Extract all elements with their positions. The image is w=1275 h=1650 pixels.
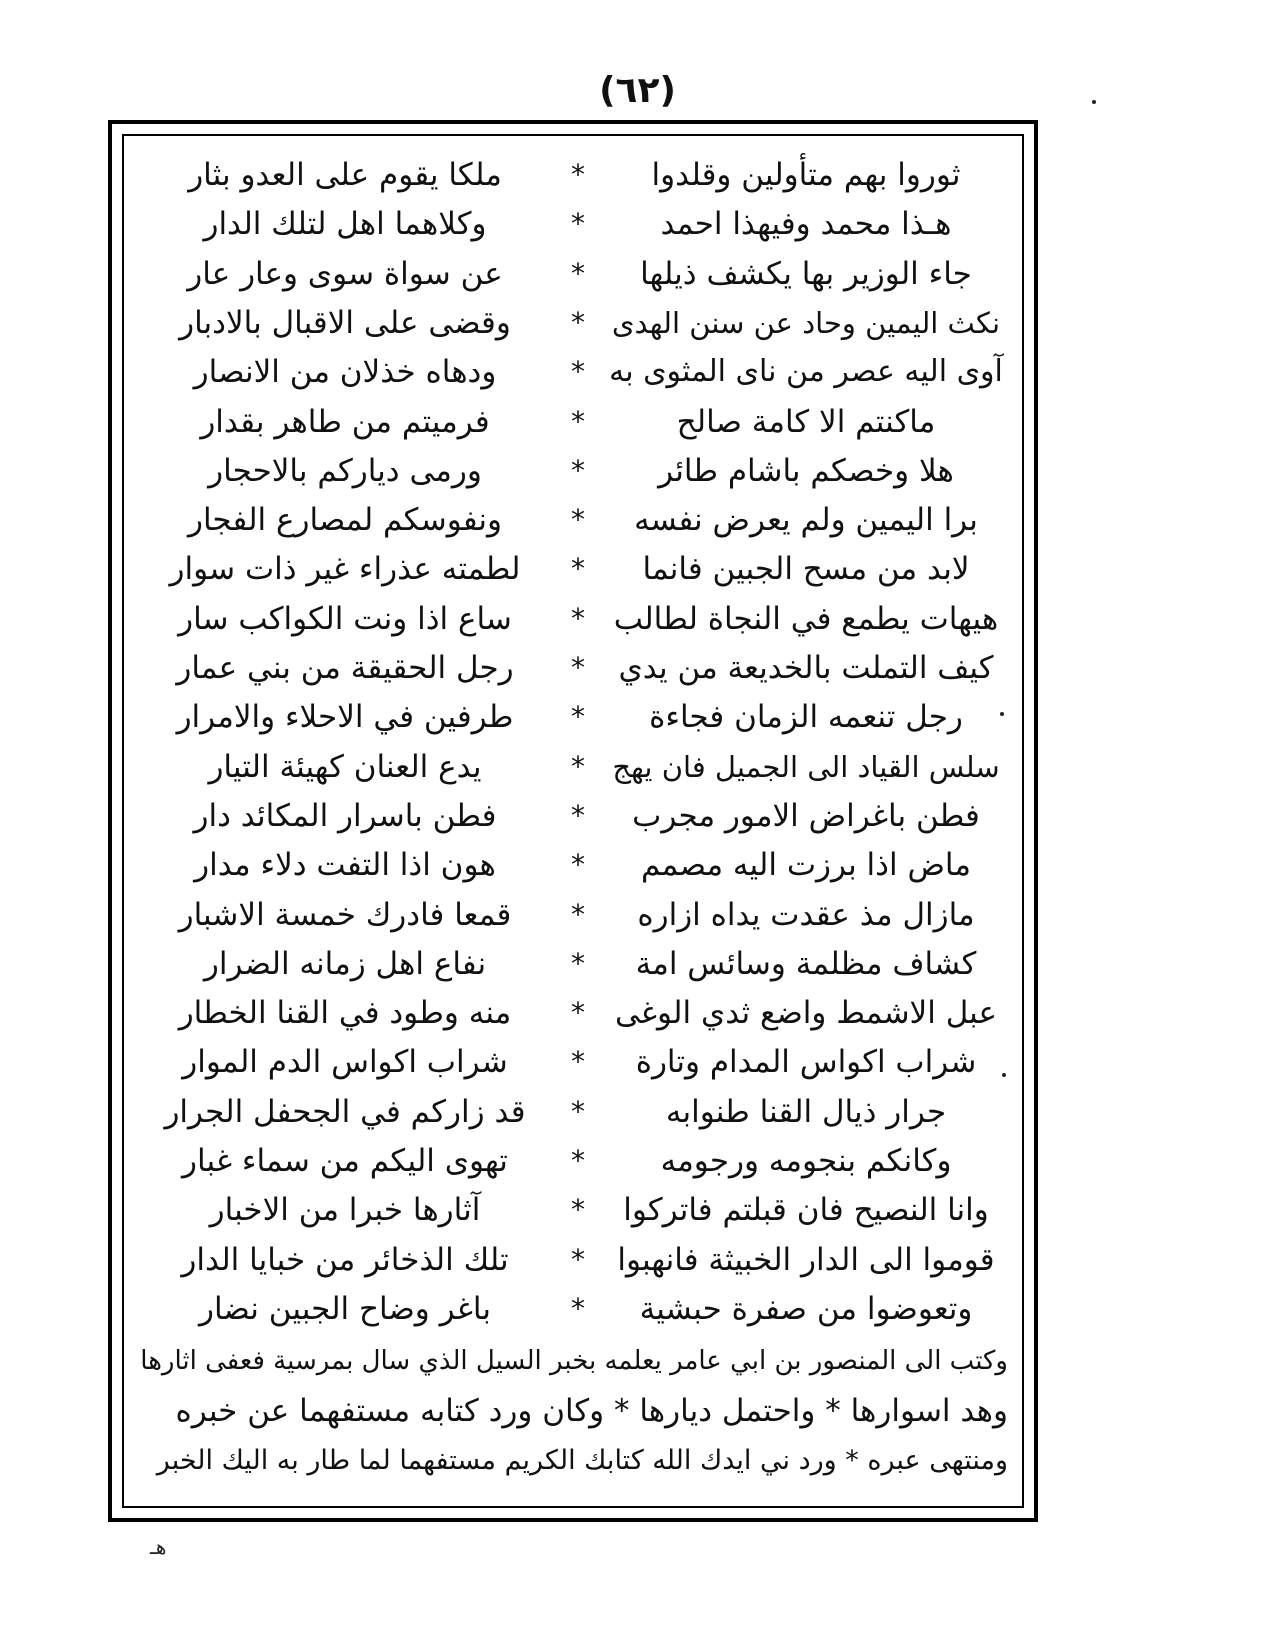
verse-first-hemistich: وانا النصيح فان قبلتم فاتركوا [623, 1192, 989, 1229]
verse-separator-asterisk: * [571, 207, 585, 241]
verse-line [130, 890, 1016, 940]
verse-first-hemistich: وكانكم بنجومه ورجومه [660, 1143, 952, 1179]
verse-line [130, 544, 1016, 594]
verse-separator-asterisk: * [571, 848, 585, 882]
verse-separator-asterisk: * [571, 503, 585, 537]
verse-second-hemistich: ونفوسكم لمصارع الفجار [187, 502, 503, 539]
verse-second-hemistich: هون اذا التفت دلاء مدار [194, 847, 496, 884]
verse-second-hemistich: ورمى دياركم بالاحجار [208, 452, 482, 489]
verse-second-hemistich: ملكا يقوم على العدو بثار [188, 157, 502, 193]
verse-first-hemistich: آوى اليه عصر من ناى المثوى به [609, 354, 1003, 390]
verse-separator-asterisk: * [571, 453, 585, 487]
verse-line [130, 1284, 1016, 1334]
verse-first-hemistich: ماكنتم الا كامة صالح [676, 403, 936, 440]
verse-second-hemistich: باغر وضاح الجبين نضار [198, 1290, 491, 1327]
verse-separator-asterisk: * [571, 355, 585, 389]
verse-line [130, 1235, 1016, 1285]
verse-first-hemistich: شراب اكواس المدام وتارة [635, 1044, 977, 1081]
verse-line [130, 495, 1016, 545]
verse-first-hemistich: هلا وخصكم باشام طائر [658, 452, 954, 489]
verse-separator-asterisk: * [571, 1291, 585, 1325]
verse-first-hemistich: جرار ذيال القنا طنوابه [665, 1093, 947, 1130]
verse-line [130, 199, 1016, 249]
verse-first-hemistich: فطن باغراض الامور مجرب [632, 797, 980, 834]
verse-separator-asterisk: * [571, 1045, 585, 1079]
scan-speck [1092, 100, 1096, 104]
verse-separator-asterisk: * [571, 601, 585, 635]
verse-second-hemistich: ودهاه خذلان من الانصار [193, 354, 497, 391]
verse-line [130, 791, 1016, 841]
verse-second-hemistich: عن سواة سوى وعار عار [187, 255, 503, 292]
verse-second-hemistich: شراب اكواس الدم الموار [182, 1044, 508, 1081]
verse-second-hemistich: رجل الحقيقة من بني عمار [176, 650, 514, 686]
verse-line [130, 939, 1016, 989]
prose-line: وكتب الى المنصور بن ابي عامر يعلمه بخبر السيل الذي سال بمرسية فعفى اثارها [140, 1346, 1008, 1377]
verse-separator-asterisk: * [571, 158, 585, 191]
prose-line: ومنتهى عبره * ورد ني ايدك الله كتابك الكريم مستفهما لما طار به اليك الخبر [156, 1445, 1008, 1477]
verse-line [130, 1037, 1016, 1087]
verse-separator-asterisk: * [571, 749, 585, 783]
verse-first-hemistich: كشاف مظلمة وسائس امة [635, 945, 977, 982]
verse-separator-asterisk: * [571, 996, 585, 1030]
verse-second-hemistich: يدع العنان كهيئة التيار [208, 748, 482, 785]
verse-line [130, 594, 1016, 644]
verse-line [130, 742, 1016, 792]
verse-second-hemistich: تهوى اليكم من سماء غبار [182, 1143, 508, 1179]
page-number: (٦٢) [599, 70, 676, 111]
verse-line [130, 347, 1016, 397]
verse-second-hemistich: وقضى على الاقبال بالادبار [179, 304, 511, 341]
verse-line [130, 150, 1016, 200]
verse-separator-asterisk: * [571, 700, 585, 734]
verse-line [130, 1087, 1016, 1137]
verse-second-hemistich: آثارها خبرا من الاخبار [209, 1192, 481, 1229]
verse-second-hemistich: طرفين في الاحلاء والامرار [176, 699, 514, 736]
prose-line: وهد اسوارها * واحتمل ديارها * وكان ورد كتابه مستفهما عن خبره [175, 1393, 1008, 1430]
verse-second-hemistich: فرميتم من طاهر بقدار [200, 403, 490, 440]
verse-separator-asterisk: * [571, 404, 585, 438]
verse-separator-asterisk: * [571, 1094, 585, 1128]
verse-line [130, 1185, 1016, 1235]
verse-first-hemistich: كيف التملت بالخديعة من يدي [618, 650, 994, 686]
verse-line [130, 692, 1016, 742]
verse-second-hemistich: منه وطود في القنا الخطار [178, 995, 512, 1032]
verse-first-hemistich: ثوروا بهم متأولين وقلدوا [651, 157, 961, 193]
verse-line [130, 298, 1016, 348]
verse-first-hemistich: ماض اذا برزت اليه مصمم [641, 847, 971, 884]
verse-first-hemistich: برا اليمين ولم يعرض نفسه [634, 502, 978, 539]
verse-second-hemistich: فطن باسرار المكائد دار [193, 797, 497, 834]
text-area [130, 142, 1016, 1500]
verse-separator-asterisk: * [571, 256, 585, 290]
verse-separator-asterisk: * [571, 946, 585, 980]
verse-separator-asterisk: * [571, 1144, 585, 1177]
verse-separator-asterisk: * [571, 651, 585, 684]
footer-mark: هـ [150, 1535, 167, 1559]
verse-second-hemistich: ساع اذا ونت الكواكب سار [178, 600, 512, 637]
verse-first-hemistich: لابد من مسح الجبين فانما [642, 551, 970, 588]
verse-separator-asterisk: * [571, 1242, 585, 1276]
verse-second-hemistich: لطمته عذراء غير ذات سوار [169, 551, 521, 588]
verse-separator-asterisk: * [571, 897, 585, 931]
verse-separator-asterisk: * [571, 1193, 585, 1227]
verse-first-hemistich: رجل تنعمه الزمان فجاءة [649, 699, 963, 736]
verse-first-hemistich: جاء الوزير بها يكشف ذيلها [640, 255, 972, 292]
verse-second-hemistich: وكلاهما اهل لتلك الدار [203, 206, 487, 243]
verse-first-hemistich: سلس القياد الى الجميل فان يهج [612, 749, 1000, 784]
verse-first-hemistich: هيهات يطمع في النجاة لطالب [613, 600, 999, 637]
verse-line [130, 249, 1016, 299]
verse-second-hemistich: نفاع اهل زمانه الضرار [203, 945, 487, 982]
verse-first-hemistich: نكث اليمين وحاد عن سنن الهدى [611, 305, 1001, 340]
verse-first-hemistich: هـذا محمد وفيهذا احمد [660, 206, 952, 243]
verse-line [130, 397, 1016, 447]
verse-line [130, 446, 1016, 496]
verse-line [130, 643, 1016, 693]
verse-first-hemistich: مازال مذ عقدت يداه ازاره [637, 896, 975, 933]
verse-second-hemistich: قمعا فادرك خمسة الاشبار [178, 896, 512, 933]
verse-second-hemistich: تلك الذخائر من خبايا الدار [181, 1241, 509, 1278]
verse-separator-asterisk: * [571, 305, 585, 339]
verse-separator-asterisk: * [571, 552, 585, 586]
verse-first-hemistich: عبل الاشمط واضع ثدي الوغى [614, 995, 998, 1032]
verse-second-hemistich: قد زاركم في الجحفل الجرار [164, 1093, 526, 1130]
verse-separator-asterisk: * [571, 798, 585, 832]
verse-line [130, 840, 1016, 890]
verse-line [130, 1136, 1016, 1186]
verse-line [130, 988, 1016, 1038]
scan-speck [1000, 712, 1004, 716]
verse-first-hemistich: قوموا الى الدار الخبيثة فانهبوا [617, 1241, 995, 1278]
scan-speck [1002, 1073, 1006, 1077]
verse-first-hemistich: وتعوضوا من صفرة حبشية [639, 1290, 973, 1327]
